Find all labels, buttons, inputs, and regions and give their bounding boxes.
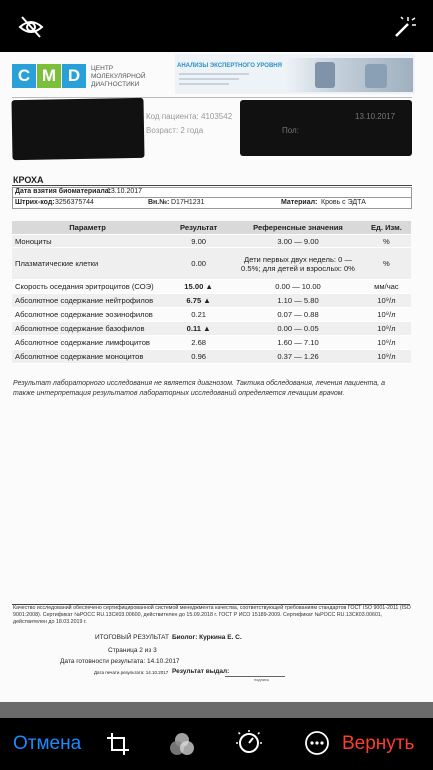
biologist: Биолог: Куркина Е. С. <box>172 634 242 641</box>
total-result-label: ИТОГОВЫЙ РЕЗУЛЬТАТ <box>95 634 169 641</box>
patient-code: Код пациента: 4103542 <box>146 112 233 121</box>
section-title: КРОХА <box>13 175 44 185</box>
redacted-patient-info <box>240 100 412 156</box>
table-row: Моноциты 9.00 3.00 — 9.00 % <box>12 235 411 248</box>
magic-wand-icon[interactable] <box>388 12 418 42</box>
more-icon[interactable] <box>304 730 330 756</box>
page-number: Страница 2 из 3 <box>108 647 157 654</box>
filters-icon[interactable] <box>168 730 196 758</box>
sex-label: Пол: <box>282 126 299 135</box>
eye-slash-icon[interactable] <box>16 12 46 42</box>
document-photo <box>0 52 433 702</box>
date-right: 13.10.2017 <box>355 112 396 121</box>
adjust-dial-icon[interactable] <box>234 728 264 758</box>
print-date: Дата печати результата: 14.10.2017 <box>94 670 169 675</box>
col-ref: Референсные значения <box>234 221 362 235</box>
bottom-toolbar <box>0 718 433 770</box>
sample-ids-row: Штрих-код: 3256375744 Вн.№: D17H1231 Материал: Кровь с ЭДТА <box>12 197 412 209</box>
signature-label: подпись <box>254 677 270 682</box>
table-row: Абсолютное содержание нейтрофилов 6.75 ▲ 1.10 — 5.80 10⁹/л <box>12 294 411 308</box>
disclaimer-note: Результат лабораторного исследования не является диагнозом. Тактика обследования, лечения пациента, а также интерпретация результатов лабораторных исследований определяется лечащим врачом. <box>13 380 386 397</box>
top-toolbar <box>0 0 433 52</box>
cmd-logo: C M D <box>12 64 87 90</box>
table-row: Абсолютное содержание моноцитов 0.96 0.37 — 1.26 10⁹/л <box>12 350 411 364</box>
col-param: Параметр <box>12 221 163 235</box>
col-unit: Ед. Изм. <box>362 221 411 235</box>
patient-age: Возраст: 2 года <box>146 126 204 135</box>
photo-edge <box>0 702 433 718</box>
col-result: Результат <box>163 221 234 235</box>
crop-rotate-icon[interactable] <box>104 730 132 758</box>
table-row: Скорость оседания эритроцитов (СОЭ) 15.00 ▲ 0.00 — 10.00 мм/час <box>12 280 411 294</box>
revert-button[interactable]: Вернуть <box>342 733 415 754</box>
table-row: Плазматические клетки 0.00 Дети первых двух недель: 0 — 0.5%; для детей и взрослых: 0% % <box>12 248 411 280</box>
results-table <box>12 221 411 364</box>
table-row: Абсолютное содержание базофилов 0.11 ▲ 0.00 — 0.05 10⁹/л <box>12 322 411 336</box>
ready-date: Дата готовности результата: 14.10.2017 <box>60 658 180 665</box>
issued-by: Результат выдал: <box>172 668 230 675</box>
header-banner: АНАЛИЗЫ ЭКСПЕРТНОГО УРОВНЯ <box>175 54 415 94</box>
sample-date-row: Дата взятия биоматериала: 13.10.2017 <box>12 187 412 198</box>
cancel-button[interactable]: Отмена <box>13 733 82 754</box>
logo-text: ЦЕНТР МОЛЕКУЛЯРНОЙ ДИАГНОСТИКИ <box>91 65 146 88</box>
quality-statement: Качество исследований обеспечено сертифицированной системой менеджмента качества, соответствующей требованиям стандартов ГОСТ ISO 9001-2011 (ISO 9001:2008). Сертификат №РОСС RU.13СК03.00600, действителен до 15.09.2018 г. ГОСТ Р ИСО 15189-2009. Сертификат №РОСС RU.13СК03.00601, действителен до 18.03.2019 г. <box>13 605 411 625</box>
table-row: Абсолютное содержание лимфоцитов 2.68 1.60 — 7.10 10⁹/л <box>12 336 411 350</box>
table-row: Абсолютное содержание эозинофилов 0.21 0.07 — 0.88 10⁹/л <box>12 308 411 322</box>
redacted-patient-name <box>11 98 144 160</box>
table-header <box>12 221 411 235</box>
